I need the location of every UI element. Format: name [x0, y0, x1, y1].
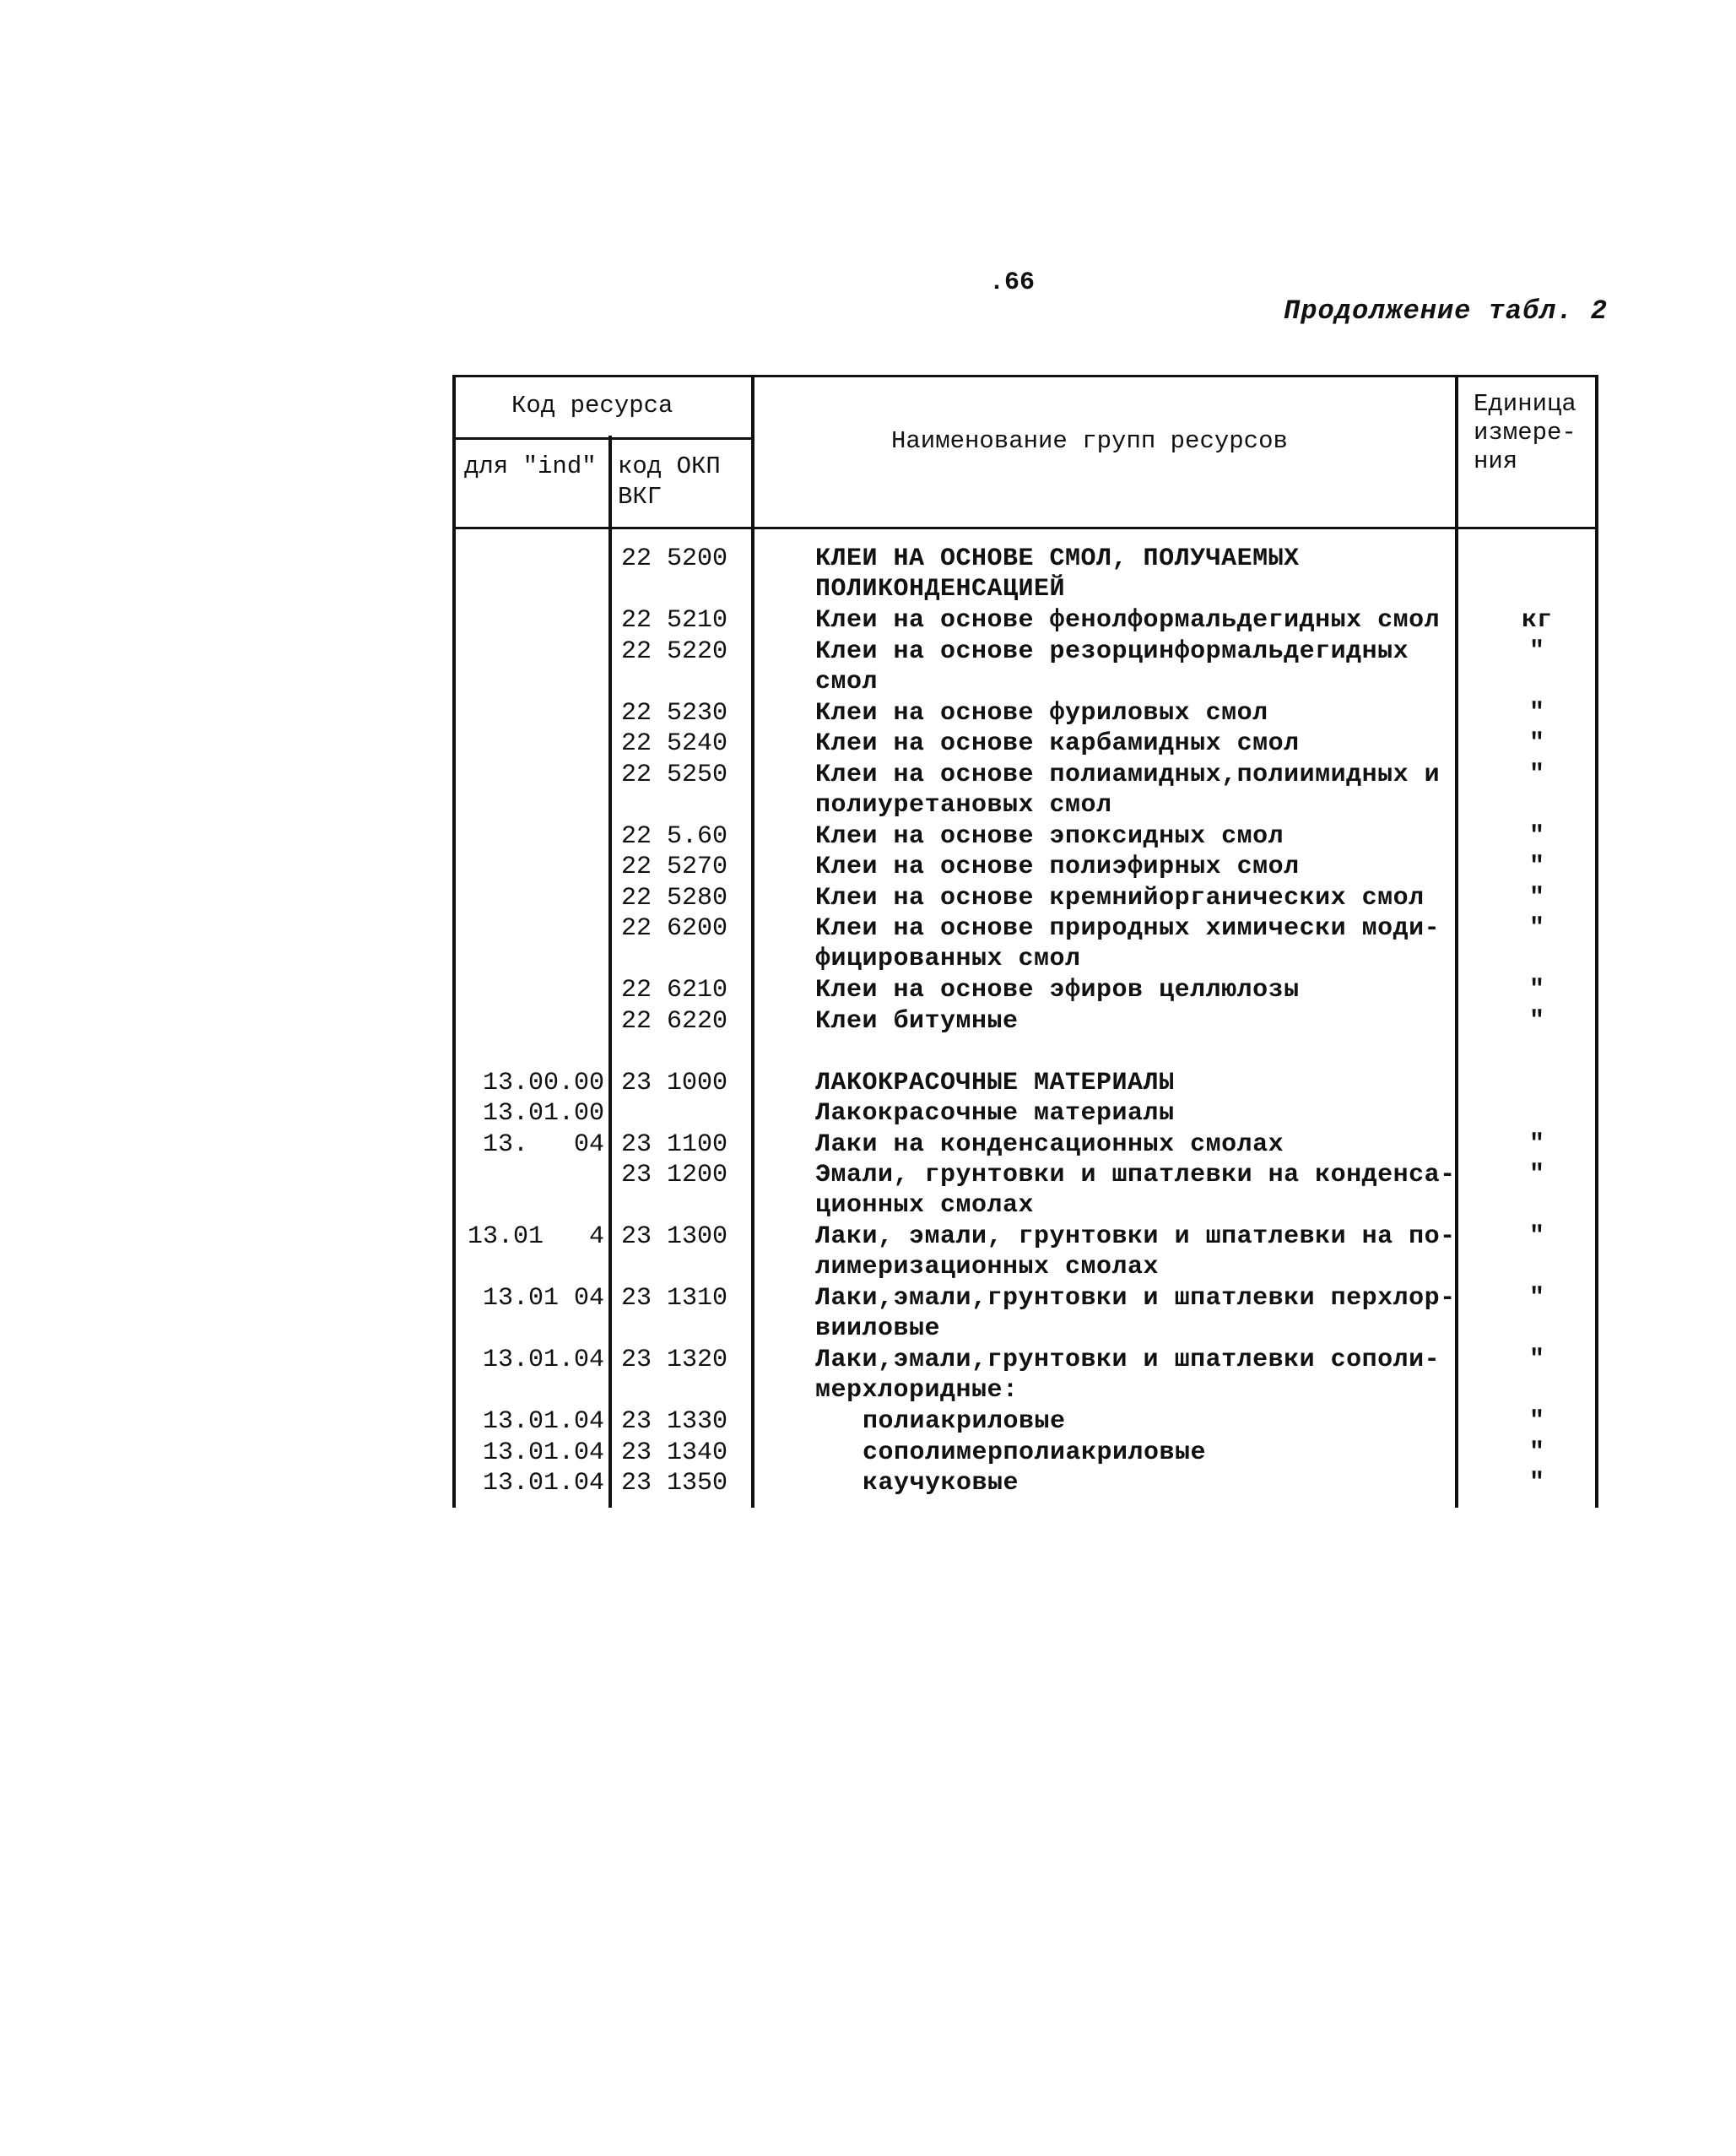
unit-of-measure: " — [1528, 1469, 1544, 1498]
resource-group-name-line: Клеи на основе карбамидных смол — [815, 729, 1300, 758]
resource-group-name — [815, 1068, 1474, 1098]
okp-code: 23 1100 — [621, 1129, 728, 1159]
resource-group-name — [815, 1006, 1474, 1037]
resource-group-name-line: лимеризационных смолах — [815, 1253, 1160, 1281]
header-bottom-border — [452, 527, 1598, 529]
resource-group-name-line: фицированных смол — [815, 945, 1081, 973]
okp-code: 22 5280 — [621, 883, 728, 913]
resource-group-name — [815, 1438, 1474, 1468]
resource-group-name — [815, 821, 1474, 852]
resource-group-name — [815, 1222, 1474, 1282]
ind-code: 13.01.04 — [482, 1407, 604, 1436]
okp-code: 22 5210 — [621, 606, 728, 635]
unit-of-measure: " — [1528, 1161, 1544, 1189]
resource-group-name-line: ПОЛИКОНДЕНСАЦИЕЙ — [815, 575, 1066, 604]
resource-group-name-line: Лаки, эмали, грунтовки и шпатлевки на по- — [815, 1222, 1456, 1251]
column-divider-okp-name — [751, 375, 754, 1508]
resource-group-name — [815, 729, 1474, 759]
resource-group-name — [815, 975, 1474, 1005]
okp-code: 22 6220 — [621, 1006, 728, 1036]
resource-group-name — [815, 1160, 1474, 1221]
ind-code: 13.01 04 — [482, 1284, 604, 1313]
okp-code: 22 5.60 — [621, 821, 728, 851]
resource-group-name-line: вииловые — [815, 1314, 941, 1343]
okp-code: 22 6210 — [621, 976, 728, 1005]
okp-code: 23 1350 — [621, 1469, 728, 1498]
unit-of-measure: " — [1528, 1222, 1544, 1251]
resource-group-name — [815, 1406, 1474, 1437]
ind-code: 13.01 4 — [467, 1222, 604, 1251]
resource-group-name-line: Клеи на основе полиэфирных смол — [815, 853, 1300, 881]
okp-code: 22 5270 — [621, 853, 728, 881]
resource-group-name-line: сополимерполиакриловые — [863, 1438, 1207, 1467]
resource-group-name-line: каучуковые — [863, 1469, 1019, 1498]
header-okp-line1: код ОКП — [618, 452, 721, 480]
okp-code: 22 6200 — [621, 914, 728, 943]
unit-of-measure: " — [1528, 883, 1544, 913]
okp-code: 22 5240 — [621, 729, 728, 758]
header-unit-line2: измере- — [1474, 419, 1576, 447]
unit-of-measure: " — [1528, 698, 1544, 728]
resource-group-name-line: Лаки,эмали,грунтовки и шпатлевки сополи- — [815, 1346, 1441, 1374]
resource-group-name-line: смол — [815, 667, 879, 696]
resource-group-name-line: Клеи на основе фенолформальдегидных смол — [815, 606, 1441, 635]
header-unit-line3: ния — [1474, 447, 1518, 475]
unit-of-measure: " — [1528, 729, 1544, 758]
unit-of-measure: " — [1528, 1129, 1544, 1159]
unit-of-measure: " — [1528, 1407, 1544, 1436]
resource-group-name — [815, 852, 1474, 882]
okp-code: 22 5230 — [621, 698, 728, 728]
unit-of-measure: " — [1528, 853, 1544, 881]
header-resource-code: Код ресурса — [511, 392, 673, 420]
resource-group-name — [815, 544, 1474, 604]
okp-code: 23 1330 — [621, 1407, 728, 1436]
okp-code: 23 1300 — [621, 1222, 728, 1251]
header-unit-line1: Единица — [1474, 390, 1576, 418]
okp-code: 23 1310 — [621, 1284, 728, 1313]
resource-group-name-line: Клеи на основе полиамидных,полиимидных и — [815, 760, 1441, 789]
column-divider-ind-okp — [608, 436, 612, 1508]
okp-code: 23 1320 — [621, 1346, 728, 1374]
unit-of-measure: кг — [1521, 606, 1552, 635]
ind-code: 13.00.00 — [482, 1068, 604, 1097]
table-left-border — [452, 375, 456, 1508]
resource-group-name — [815, 637, 1474, 697]
resource-group-name-line: ЛАКОКРАСОЧНЫЕ МАТЕРИАЛЫ — [815, 1068, 1175, 1097]
ind-code: 13. 04 — [482, 1129, 604, 1159]
table-right-border — [1595, 375, 1598, 1508]
resource-group-name-line: полиакриловые — [863, 1407, 1066, 1436]
resource-group-name — [815, 1468, 1474, 1498]
resource-group-name-line: Клеи на основе кремнийорганических смол — [815, 883, 1425, 913]
okp-code: 23 1200 — [621, 1161, 728, 1189]
resource-group-name-line: Клеи на основе фуриловых смол — [815, 698, 1268, 728]
resource-group-name — [815, 1129, 1474, 1160]
resource-group-name-line: Клеи на основе эпоксидных смол — [815, 821, 1284, 851]
header-okp-line2: ВКГ — [618, 483, 662, 511]
unit-of-measure: " — [1528, 1284, 1544, 1313]
okp-code: 23 1340 — [621, 1438, 728, 1467]
unit-of-measure: " — [1528, 637, 1544, 666]
unit-of-measure: " — [1528, 760, 1544, 789]
resource-group-name-line: Клеи битумные — [815, 1006, 1019, 1036]
table-continuation-label: Продолжение табл. 2 — [1284, 295, 1608, 327]
resource-group-name-line: Клеи на основе резорцинформальдегидных — [815, 637, 1409, 666]
ind-code: 13.01.04 — [482, 1469, 604, 1498]
unit-of-measure: " — [1528, 976, 1544, 1005]
resource-group-name — [815, 605, 1474, 636]
resource-group-name-line: полиуретановых смол — [815, 790, 1112, 820]
header-ind: для "ind" — [464, 452, 597, 480]
unit-of-measure: " — [1528, 1438, 1544, 1467]
page-number: .66 — [989, 268, 1036, 297]
resource-group-name-line: Лаки на конденсационных смолах — [815, 1129, 1284, 1159]
unit-of-measure: " — [1528, 914, 1544, 943]
okp-code: 22 5250 — [621, 760, 728, 789]
ind-code: 13.01.00 — [482, 1099, 604, 1128]
resource-group-name — [815, 1283, 1474, 1344]
resource-group-name — [815, 698, 1474, 729]
okp-code: 22 5220 — [621, 637, 728, 666]
resource-group-name — [815, 913, 1474, 974]
resource-group-name-line: Клеи на основе природных химически моди- — [815, 914, 1441, 943]
resource-group-name — [815, 1345, 1474, 1406]
resource-group-name-line: КЛЕИ НА ОСНОВЕ СМОЛ, ПОЛУЧАЕМЫХ — [815, 544, 1300, 573]
header-name: Наименование групп ресурсов — [891, 427, 1288, 455]
resource-group-name — [815, 883, 1474, 913]
unit-of-measure: " — [1528, 1006, 1544, 1036]
resource-group-name-line: Лакокрасочные материалы — [815, 1099, 1175, 1128]
resource-group-name-line: Лаки,эмали,грунтовки и шпатлевки перхлор- — [815, 1284, 1456, 1313]
table-top-border — [452, 375, 1598, 377]
unit-of-measure: " — [1528, 821, 1544, 851]
resource-table — [452, 375, 1598, 1508]
resource-group-name-line: Клеи на основе эфиров целлюлозы — [815, 976, 1300, 1005]
resource-group-name — [815, 760, 1474, 821]
resource-group-name — [815, 1098, 1474, 1129]
header-subdivider — [452, 437, 753, 440]
resource-group-name-line: ционных смолах — [815, 1191, 1035, 1220]
ind-code: 13.01.04 — [482, 1346, 604, 1374]
okp-code: 22 5200 — [621, 544, 728, 573]
okp-code: 23 1000 — [621, 1068, 728, 1097]
resource-group-name-line: Эмали, грунтовки и шпатлевки на конденса- — [815, 1161, 1456, 1189]
unit-of-measure: " — [1528, 1346, 1544, 1374]
resource-group-name-line: мерхлоридные: — [815, 1376, 1019, 1405]
ind-code: 13.01.04 — [482, 1438, 604, 1467]
